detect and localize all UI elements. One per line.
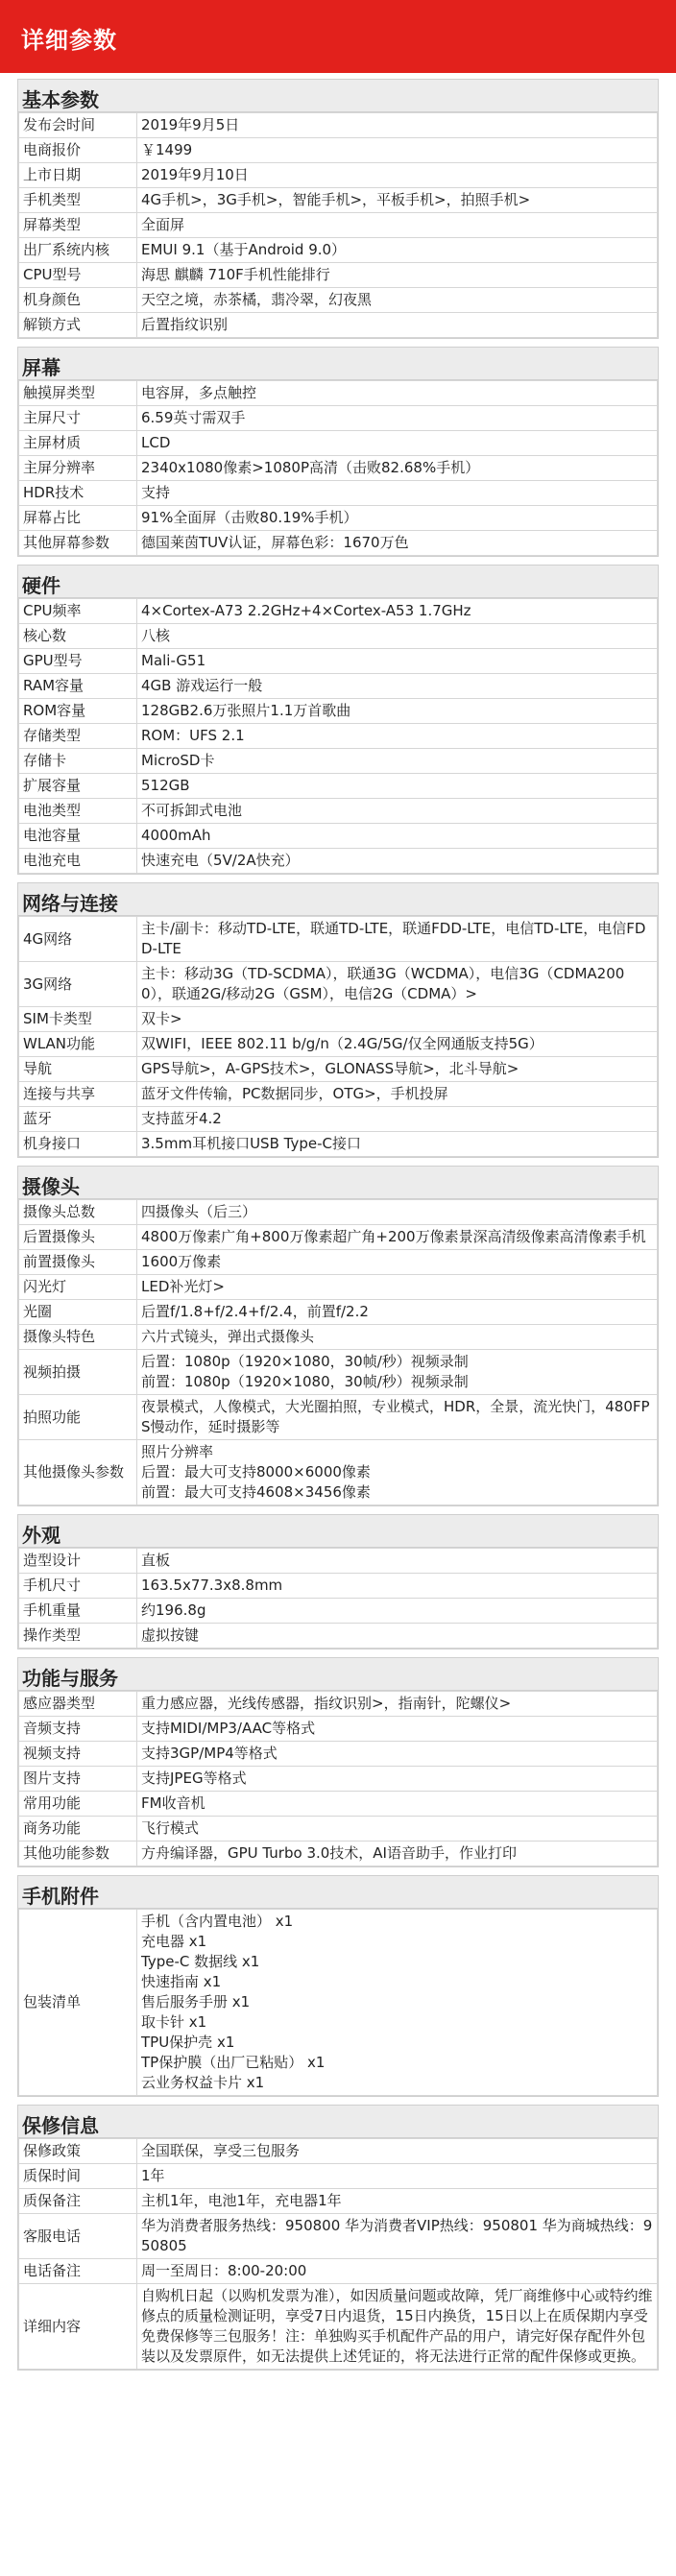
spec-table bbox=[18, 916, 658, 1157]
spec-row bbox=[19, 2164, 658, 2189]
spec-value bbox=[137, 481, 658, 506]
spec-value-line: 自购机日起（以购机发票为准），如因质量问题或故障，凭厂商维修中心或特约维修点的质量检测证明，享受7日内退货，15日内换货，15日以上在质保期内享受免费保修等三包服务！注：单独购买手机配件产品的用户，请完好保存配件外包装以及发票原件，如无法提供上述凭证的，将无法进行正常的配件保修或更换。 bbox=[141, 2287, 653, 2365]
spec-section bbox=[17, 347, 659, 557]
spec-key: 屏幕占比 bbox=[19, 506, 137, 531]
spec-row bbox=[19, 238, 658, 263]
spec-value-line: 虚拟按键 bbox=[141, 1626, 200, 1644]
spec-value bbox=[137, 799, 658, 824]
spec-key: 机身颜色 bbox=[19, 288, 137, 313]
spec-value bbox=[137, 2284, 658, 2370]
spec-row bbox=[19, 1275, 658, 1300]
spec-value bbox=[137, 1225, 658, 1250]
spec-key: 摄像头总数 bbox=[19, 1200, 137, 1225]
spec-value bbox=[137, 649, 658, 674]
spec-sections bbox=[0, 79, 676, 2371]
spec-key: 出厂系统内核 bbox=[19, 238, 137, 263]
spec-key: 详细内容 bbox=[19, 2284, 137, 2370]
spec-row bbox=[19, 531, 658, 556]
spec-row bbox=[19, 1692, 658, 1717]
spec-key: 存储类型 bbox=[19, 724, 137, 749]
spec-key: 手机尺寸 bbox=[19, 1574, 137, 1599]
spec-value-line: 4G手机>，3G手机>，智能手机>，平板手机>，拍照手机> bbox=[141, 191, 531, 208]
spec-value-line: 双WIFI，IEEE 802.11 b/g/n（2.4G/5G/仅全网通版支持5G） bbox=[141, 1035, 543, 1052]
spec-row bbox=[19, 506, 658, 531]
spec-key: 机身接口 bbox=[19, 1132, 137, 1157]
spec-key: 主屏材质 bbox=[19, 431, 137, 456]
spec-key: 主屏分辨率 bbox=[19, 456, 137, 481]
spec-value bbox=[137, 1275, 658, 1300]
spec-row bbox=[19, 1007, 658, 1032]
spec-value-line: 91%全面屏（击败80.19%手机） bbox=[141, 509, 358, 526]
spec-value bbox=[137, 724, 658, 749]
spec-value bbox=[137, 506, 658, 531]
spec-row bbox=[19, 1350, 658, 1395]
spec-key: GPU型号 bbox=[19, 649, 137, 674]
spec-key: 摄像头特色 bbox=[19, 1325, 137, 1350]
spec-row bbox=[19, 113, 658, 138]
spec-key: 前置摄像头 bbox=[19, 1250, 137, 1275]
spec-value-line: 主卡：移动3G（TD-SCDMA），联通3G（WCDMA），电信3G（CDMA2000），联通2G/移动2G（GSM），电信2G（CDMA）> bbox=[141, 965, 625, 1002]
spec-value bbox=[137, 1574, 658, 1599]
spec-value bbox=[137, 774, 658, 799]
spec-value-line: 取卡针 x1 bbox=[141, 2013, 207, 2031]
spec-key: 音频支持 bbox=[19, 1717, 137, 1742]
spec-key: 扩展容量 bbox=[19, 774, 137, 799]
spec-value bbox=[137, 313, 658, 338]
spec-key: 其他摄像头参数 bbox=[19, 1440, 137, 1505]
spec-value-line: 云业务权益卡片 x1 bbox=[141, 2074, 265, 2091]
spec-key: 造型设计 bbox=[19, 1549, 137, 1574]
spec-value bbox=[137, 188, 658, 213]
spec-value bbox=[137, 824, 658, 849]
section-title: 网络与连接 bbox=[18, 883, 658, 916]
spec-table bbox=[18, 380, 658, 556]
spec-key: 客服电话 bbox=[19, 2214, 137, 2259]
spec-key: 导航 bbox=[19, 1057, 137, 1082]
spec-value-line: 重力感应器，光线传感器，指纹识别>，指南针，陀螺仪> bbox=[141, 1695, 512, 1712]
spec-value-line: 四摄像头（后三） bbox=[141, 1203, 257, 1220]
spec-value-line: 6.59英寸需双手 bbox=[141, 409, 246, 426]
page-title: 详细参数 bbox=[0, 0, 676, 73]
spec-row bbox=[19, 431, 658, 456]
spec-value bbox=[137, 1132, 658, 1157]
spec-section bbox=[17, 882, 659, 1158]
spec-row bbox=[19, 674, 658, 699]
spec-row bbox=[19, 824, 658, 849]
spec-value bbox=[137, 531, 658, 556]
spec-value bbox=[137, 1250, 658, 1275]
spec-value bbox=[137, 1007, 658, 1032]
spec-row bbox=[19, 1440, 658, 1505]
spec-value bbox=[137, 113, 658, 138]
spec-value-line: 双卡> bbox=[141, 1010, 182, 1027]
spec-value bbox=[137, 1817, 658, 1842]
spec-value-line: 后置f/1.8+f/2.4+f/2.4，前置f/2.2 bbox=[141, 1303, 369, 1320]
spec-section bbox=[17, 565, 659, 875]
spec-value bbox=[137, 962, 658, 1007]
spec-value-line: 德国莱茵TUV认证，屏幕色彩：1670万色 bbox=[141, 534, 409, 551]
spec-key: SIM卡类型 bbox=[19, 1007, 137, 1032]
spec-value bbox=[137, 2214, 658, 2259]
spec-value-line: 快速指南 x1 bbox=[141, 1973, 222, 1990]
spec-value-line: 3.5mm耳机接口USB Type-C接口 bbox=[141, 1135, 361, 1152]
spec-key: 其他屏幕参数 bbox=[19, 531, 137, 556]
spec-row bbox=[19, 1082, 658, 1107]
spec-value bbox=[137, 1792, 658, 1817]
spec-key: 质保备注 bbox=[19, 2189, 137, 2214]
spec-row bbox=[19, 624, 658, 649]
spec-key: 电池容量 bbox=[19, 824, 137, 849]
spec-value-line: 全国联保，享受三包服务 bbox=[141, 2142, 301, 2159]
section-title: 基本参数 bbox=[18, 80, 658, 112]
spec-value-line: GPS导航>，A-GPS技术>，GLONASS导航>，北斗导航> bbox=[141, 1060, 519, 1077]
spec-key: 图片支持 bbox=[19, 1767, 137, 1792]
spec-value bbox=[137, 1549, 658, 1574]
spec-value bbox=[137, 917, 658, 962]
spec-section bbox=[17, 2105, 659, 2371]
spec-value-line: 华为消费者服务热线：950800 华为消费者VIP热线：950801 华为商城热线：950805 bbox=[141, 2217, 653, 2254]
spec-key: 手机类型 bbox=[19, 188, 137, 213]
spec-value bbox=[137, 163, 658, 188]
spec-row bbox=[19, 2284, 658, 2370]
spec-value-line: 售后服务手册 x1 bbox=[141, 1993, 251, 2010]
spec-value bbox=[137, 1082, 658, 1107]
spec-section bbox=[17, 1657, 659, 1867]
spec-value-line: 飞行模式 bbox=[141, 1819, 200, 1837]
spec-value bbox=[137, 2189, 658, 2214]
spec-value bbox=[137, 406, 658, 431]
spec-key: 感应器类型 bbox=[19, 1692, 137, 1717]
spec-row bbox=[19, 799, 658, 824]
spec-value-line: 4GB 游戏运行一般 bbox=[141, 677, 263, 694]
spec-value-line: 不可拆卸式电池 bbox=[141, 802, 243, 819]
spec-key: RAM容量 bbox=[19, 674, 137, 699]
spec-key: 主屏尺寸 bbox=[19, 406, 137, 431]
spec-value bbox=[137, 1910, 658, 2096]
section-title: 硬件 bbox=[18, 566, 658, 598]
spec-row bbox=[19, 1817, 658, 1842]
spec-row bbox=[19, 163, 658, 188]
spec-value bbox=[137, 213, 658, 238]
spec-value-line: 八核 bbox=[141, 627, 171, 644]
spec-value-line: EMUI 9.1（基于Android 9.0） bbox=[141, 241, 347, 258]
spec-value bbox=[137, 1057, 658, 1082]
spec-value-line: 512GB bbox=[141, 777, 190, 794]
spec-value-line: 1600万像素 bbox=[141, 1253, 222, 1270]
spec-row bbox=[19, 481, 658, 506]
spec-key: 蓝牙 bbox=[19, 1107, 137, 1132]
spec-key: 其他功能参数 bbox=[19, 1842, 137, 1866]
spec-value-line: MicroSD卡 bbox=[141, 752, 215, 769]
spec-value bbox=[137, 1599, 658, 1624]
spec-key: 光圈 bbox=[19, 1300, 137, 1325]
spec-value-line: ROM：UFS 2.1 bbox=[141, 727, 245, 744]
spec-value-line: 后置指纹识别 bbox=[141, 316, 229, 333]
spec-row bbox=[19, 1624, 658, 1649]
spec-value-line: 支持 bbox=[141, 484, 171, 501]
spec-row bbox=[19, 2259, 658, 2284]
spec-key: 4G网络 bbox=[19, 917, 137, 962]
spec-row bbox=[19, 213, 658, 238]
spec-value-line: 周一至周日：8:00-20:00 bbox=[141, 2262, 307, 2279]
spec-row bbox=[19, 1325, 658, 1350]
spec-value-line: 2019年9月10日 bbox=[141, 166, 249, 183]
spec-value bbox=[137, 2259, 658, 2284]
section-title: 外观 bbox=[18, 1515, 658, 1548]
spec-row bbox=[19, 1032, 658, 1057]
spec-value bbox=[137, 1350, 658, 1395]
spec-row bbox=[19, 188, 658, 213]
spec-value-line: TPU保护壳 x1 bbox=[141, 2034, 235, 2051]
spec-value-line: 夜景模式，人像模式，大光圈拍照，专业模式，HDR，全景，流光快门，480FPS慢动作，延时摄影等 bbox=[141, 1398, 650, 1435]
spec-value bbox=[137, 1767, 658, 1792]
spec-key: 核心数 bbox=[19, 624, 137, 649]
spec-row bbox=[19, 649, 658, 674]
spec-row bbox=[19, 1250, 658, 1275]
spec-value bbox=[137, 1325, 658, 1350]
spec-row bbox=[19, 138, 658, 163]
spec-value-line: 天空之境，赤茶橘，翡冷翠，幻夜黑 bbox=[141, 291, 373, 308]
spec-value-line: 方舟编译器，GPU Turbo 3.0技术，AI语音助手，作业打印 bbox=[141, 1844, 517, 1862]
spec-value bbox=[137, 1032, 658, 1057]
spec-row bbox=[19, 699, 658, 724]
spec-row bbox=[19, 381, 658, 406]
spec-key: 包装清单 bbox=[19, 1910, 137, 2096]
spec-section bbox=[17, 1166, 659, 1506]
spec-row bbox=[19, 962, 658, 1007]
section-title: 保修信息 bbox=[18, 2106, 658, 2138]
spec-key: 触摸屏类型 bbox=[19, 381, 137, 406]
spec-key: 手机重量 bbox=[19, 1599, 137, 1624]
section-title: 手机附件 bbox=[18, 1876, 658, 1909]
spec-value-line: 电容屏，多点触控 bbox=[141, 384, 257, 401]
spec-key: CPU型号 bbox=[19, 263, 137, 288]
spec-value-line: 约196.8g bbox=[141, 1601, 206, 1619]
spec-row bbox=[19, 917, 658, 962]
spec-key: 视频拍摄 bbox=[19, 1350, 137, 1395]
spec-value-line: LED补光灯> bbox=[141, 1278, 225, 1295]
spec-row bbox=[19, 1107, 658, 1132]
spec-table bbox=[18, 1691, 658, 1866]
spec-row bbox=[19, 1057, 658, 1082]
spec-key: 发布会时间 bbox=[19, 113, 137, 138]
spec-value-line: 163.5x77.3x8.8mm bbox=[141, 1577, 283, 1594]
spec-value bbox=[137, 1395, 658, 1440]
spec-value-line: 支持3GP/MP4等格式 bbox=[141, 1745, 278, 1762]
spec-table bbox=[18, 1199, 658, 1505]
spec-value-line: 4000mAh bbox=[141, 827, 211, 844]
spec-row bbox=[19, 288, 658, 313]
spec-row bbox=[19, 2189, 658, 2214]
spec-key: HDR技术 bbox=[19, 481, 137, 506]
spec-row bbox=[19, 774, 658, 799]
spec-value-line: 主卡/副卡：移动TD-LTE，联通TD-LTE，联通FDD-LTE，电信TD-LTE，电信FDD-LTE bbox=[141, 920, 646, 957]
spec-row bbox=[19, 313, 658, 338]
spec-value-line: 2340x1080像素>1080P高清（击败82.68%手机） bbox=[141, 459, 480, 476]
spec-section bbox=[17, 1875, 659, 2097]
spec-value bbox=[137, 599, 658, 624]
spec-key: 商务功能 bbox=[19, 1817, 137, 1842]
spec-table bbox=[18, 1548, 658, 1649]
spec-section bbox=[17, 1514, 659, 1649]
section-title: 功能与服务 bbox=[18, 1658, 658, 1691]
spec-value-line: 支持MIDI/MP3/AAC等格式 bbox=[141, 1720, 316, 1737]
spec-value bbox=[137, 431, 658, 456]
spec-key: ROM容量 bbox=[19, 699, 137, 724]
spec-key: 存储卡 bbox=[19, 749, 137, 774]
spec-value-line: 海思 麒麟 710F手机性能排行 bbox=[141, 266, 330, 283]
spec-key: 质保时间 bbox=[19, 2164, 137, 2189]
spec-value-line: 前置：1080p（1920×1080，30帧/秒）视频录制 bbox=[141, 1373, 469, 1390]
spec-row bbox=[19, 724, 658, 749]
spec-value-line: 支持蓝牙4.2 bbox=[141, 1110, 222, 1127]
spec-value-line: 照片分辨率 bbox=[141, 1443, 214, 1460]
spec-row bbox=[19, 263, 658, 288]
spec-row bbox=[19, 1842, 658, 1866]
spec-key: 屏幕类型 bbox=[19, 213, 137, 238]
spec-value bbox=[137, 288, 658, 313]
spec-row bbox=[19, 1574, 658, 1599]
spec-value bbox=[137, 1440, 658, 1505]
spec-value bbox=[137, 749, 658, 774]
spec-key: 电池类型 bbox=[19, 799, 137, 824]
spec-key: 电池充电 bbox=[19, 849, 137, 874]
spec-value-line: Mali-G51 bbox=[141, 652, 206, 669]
spec-value bbox=[137, 1742, 658, 1767]
spec-row bbox=[19, 1792, 658, 1817]
spec-key: 常用功能 bbox=[19, 1792, 137, 1817]
spec-value bbox=[137, 381, 658, 406]
spec-value-line: 全面屏 bbox=[141, 216, 185, 233]
spec-value-line: 4800万像素广角+800万像素超广角+200万像素景深高清级像素高清像素手机 bbox=[141, 1228, 646, 1245]
spec-row bbox=[19, 1599, 658, 1624]
spec-value-line: 128GB2.6万张照片1.1万首歌曲 bbox=[141, 702, 351, 719]
spec-row bbox=[19, 1200, 658, 1225]
spec-table bbox=[18, 112, 658, 338]
spec-key: 电商报价 bbox=[19, 138, 137, 163]
spec-value bbox=[137, 1692, 658, 1717]
spec-value-line: 2019年9月5日 bbox=[141, 116, 240, 133]
spec-row bbox=[19, 1225, 658, 1250]
spec-row bbox=[19, 456, 658, 481]
spec-value bbox=[137, 624, 658, 649]
spec-row bbox=[19, 2139, 658, 2164]
spec-value bbox=[137, 849, 658, 874]
spec-value bbox=[137, 1624, 658, 1649]
spec-key: 解锁方式 bbox=[19, 313, 137, 338]
spec-value bbox=[137, 2164, 658, 2189]
spec-value bbox=[137, 2139, 658, 2164]
spec-value bbox=[137, 674, 658, 699]
spec-value-line: FM收音机 bbox=[141, 1794, 205, 1812]
spec-value-line: 快速充电（5V/2A快充） bbox=[141, 852, 300, 869]
spec-value-line: TP保护膜（出厂已粘贴） x1 bbox=[141, 2054, 326, 2071]
spec-value bbox=[137, 1300, 658, 1325]
spec-key: CPU频率 bbox=[19, 599, 137, 624]
spec-value bbox=[137, 263, 658, 288]
spec-value-line: 手机（含内置电池） x1 bbox=[141, 1913, 294, 1930]
spec-value-line: 六片式镜头，弹出式摄像头 bbox=[141, 1328, 315, 1345]
spec-value-line: 蓝牙文件传输，PC数据同步，OTG>，手机投屏 bbox=[141, 1085, 448, 1102]
spec-row bbox=[19, 599, 658, 624]
spec-value-line: Type-C 数据线 x1 bbox=[141, 1953, 260, 1970]
spec-value-line: 主机1年，电池1年，充电器1年 bbox=[141, 2192, 342, 2209]
spec-table bbox=[18, 2138, 658, 2370]
spec-row bbox=[19, 1767, 658, 1792]
spec-value-line: LCD bbox=[141, 434, 171, 451]
spec-value-line: 1年 bbox=[141, 2167, 165, 2184]
spec-row bbox=[19, 2214, 658, 2259]
spec-table bbox=[18, 598, 658, 874]
spec-key: 视频支持 bbox=[19, 1742, 137, 1767]
spec-row bbox=[19, 406, 658, 431]
spec-value-line: 充电器 x1 bbox=[141, 1933, 207, 1950]
spec-value bbox=[137, 238, 658, 263]
spec-row bbox=[19, 1549, 658, 1574]
spec-value bbox=[137, 699, 658, 724]
spec-section bbox=[17, 79, 659, 339]
spec-value bbox=[137, 456, 658, 481]
spec-row bbox=[19, 1717, 658, 1742]
spec-value-line: 直板 bbox=[141, 1552, 171, 1569]
spec-row bbox=[19, 1742, 658, 1767]
spec-value-line: 支持JPEG等格式 bbox=[141, 1769, 247, 1787]
spec-value-line: 4×Cortex-A73 2.2GHz+4×Cortex-A53 1.7GHz bbox=[141, 602, 471, 619]
spec-key: 拍照功能 bbox=[19, 1395, 137, 1440]
spec-row bbox=[19, 849, 658, 874]
spec-value-line: 前置：最大可支持4608×3456像素 bbox=[141, 1483, 371, 1501]
spec-key: 操作类型 bbox=[19, 1624, 137, 1649]
spec-table bbox=[18, 1909, 658, 2096]
spec-value bbox=[137, 1107, 658, 1132]
spec-value-line: ￥1499 bbox=[141, 141, 193, 158]
spec-row bbox=[19, 1132, 658, 1157]
spec-key: 电话备注 bbox=[19, 2259, 137, 2284]
spec-value-line: 后置：1080p（1920×1080，30帧/秒）视频录制 bbox=[141, 1353, 469, 1370]
spec-value bbox=[137, 1717, 658, 1742]
spec-row bbox=[19, 1300, 658, 1325]
spec-value bbox=[137, 138, 658, 163]
section-title: 屏幕 bbox=[18, 348, 658, 380]
spec-key: 闪光灯 bbox=[19, 1275, 137, 1300]
spec-value bbox=[137, 1842, 658, 1866]
spec-value bbox=[137, 1200, 658, 1225]
spec-key: 连接与共享 bbox=[19, 1082, 137, 1107]
spec-row bbox=[19, 1910, 658, 2096]
spec-key: 保修政策 bbox=[19, 2139, 137, 2164]
spec-key: 上市日期 bbox=[19, 163, 137, 188]
spec-key: WLAN功能 bbox=[19, 1032, 137, 1057]
spec-value-line: 后置：最大可支持8000×6000像素 bbox=[141, 1463, 371, 1481]
spec-key: 3G网络 bbox=[19, 962, 137, 1007]
section-title: 摄像头 bbox=[18, 1167, 658, 1199]
spec-row bbox=[19, 1395, 658, 1440]
spec-key: 后置摄像头 bbox=[19, 1225, 137, 1250]
spec-row bbox=[19, 749, 658, 774]
